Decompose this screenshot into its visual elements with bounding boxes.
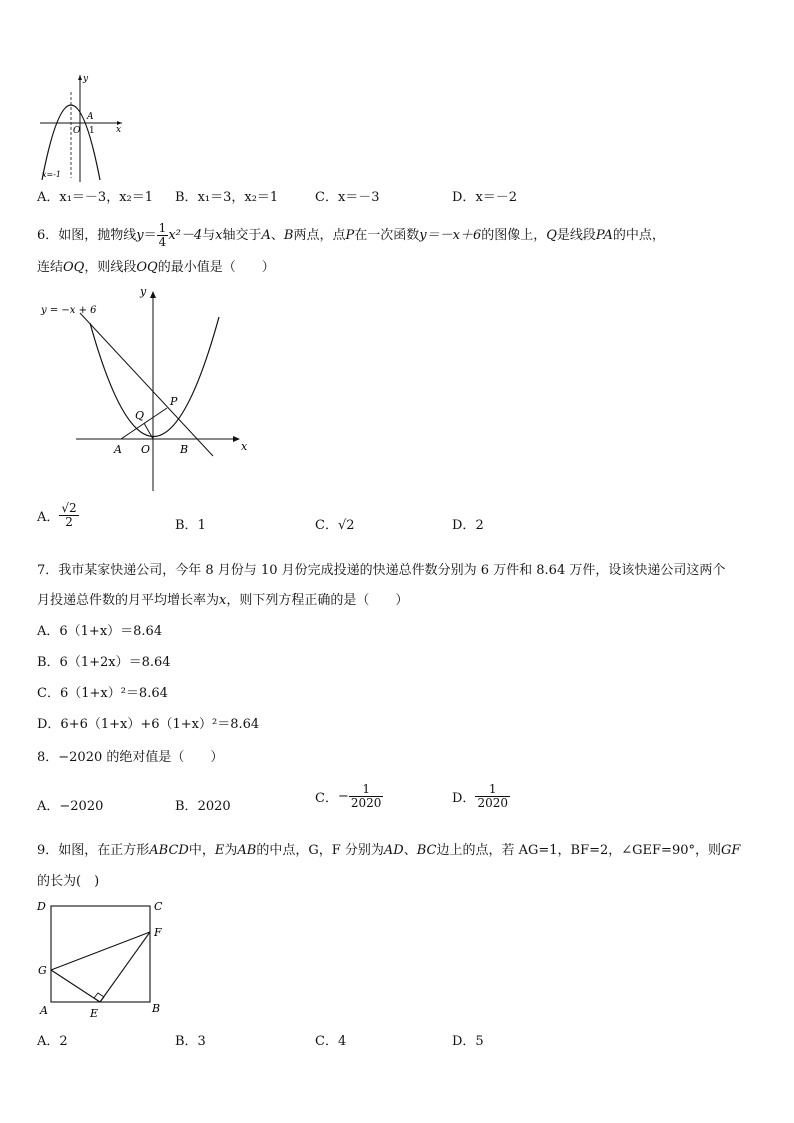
q5-option-c-letter: C． <box>315 190 338 205</box>
q9-text-c: 为 <box>224 843 238 858</box>
q6-eq-fraction <box>157 222 169 249</box>
q8-option-c-numerator: 1 <box>349 783 384 797</box>
q9-square-abcd: ABCD <box>149 843 189 858</box>
q9-text-f: 边上的点，若 AG=1，BF=2，∠GEF=90°，则 <box>436 843 721 858</box>
q6-option-a-fraction <box>59 502 78 529</box>
q8-option-a-text: −2020 <box>59 799 104 814</box>
q6-figure <box>38 283 258 493</box>
q6-fig-b-label: B <box>180 443 189 456</box>
q6-segment-pa: PA <box>595 228 613 243</box>
q6-number: 6． <box>37 228 59 243</box>
q7-option-b[interactable]: B．6（1+2x）＝8.64 <box>37 655 171 670</box>
q8-option-b-text: 2020 <box>197 799 231 814</box>
q6-option-d[interactable] <box>452 514 484 533</box>
q6-frac-denominator: 4 <box>158 235 167 249</box>
y-axis-arrow <box>78 75 82 80</box>
q5-option-c-text: x＝－3 <box>337 190 380 205</box>
q7-stem-line-1: 7．我市某家快递公司，今年 8 月份与 10 月份完成投递的快递总件数分别为 6 万件和 8.64 万件，设该快递公司这两个 <box>37 563 726 578</box>
q6-point-p: P <box>345 228 355 243</box>
q8-option-b-letter: B． <box>175 799 198 814</box>
q6-segment-oq: OQ <box>63 260 85 275</box>
q9-fig-c-label: C <box>154 900 163 913</box>
q9-point-e: E <box>214 843 225 858</box>
q9-right-angle-mark <box>94 993 104 1002</box>
fig5-symmetry-label: x=-1 <box>42 170 62 179</box>
q6-text-mid5: 的图像上， <box>481 228 547 243</box>
q6-option-a-numerator: √2 <box>61 501 77 515</box>
q8-option-a-letter: A． <box>37 799 60 814</box>
q9-option-a[interactable]: A．2 <box>37 1034 68 1049</box>
fig5-origin-label: O <box>73 126 81 136</box>
q8-stem: 8．−2020 的绝对值是（ ） <box>37 750 224 765</box>
fig5-point-a-label: A <box>87 112 94 122</box>
q6-eq-tail: x²－4 <box>168 228 203 243</box>
q9-segment-bc: BC <box>416 843 437 858</box>
q8-option-d-fraction <box>475 783 510 810</box>
q9-segment-gf: GF <box>720 843 741 858</box>
q6-fig-x-label: x <box>241 440 248 453</box>
q6-text-mid7: 的中点， <box>612 228 665 243</box>
q9-text-b: 中， <box>188 843 215 858</box>
q9-stem-line-2: 的长为( ) <box>37 874 100 889</box>
q8-option-d-denominator: 2020 <box>477 796 508 810</box>
q6-fig-a-label: A <box>114 443 122 456</box>
q7-option-c[interactable]: C．6（1+x）²＝8.64 <box>37 686 168 701</box>
q9-square-figure <box>34 896 174 1022</box>
q8-option-c-letter: C． <box>315 791 338 806</box>
q6-fig-o-label: O <box>141 443 151 456</box>
q7-line2-a: 月投递总件数的月平均增长率为 <box>37 593 220 608</box>
q5-option-b-letter: B． <box>175 190 198 205</box>
q6-eq-equals: ＝ <box>143 228 157 243</box>
q6-option-d-text: 2 <box>475 518 484 533</box>
q5-option-d[interactable] <box>452 186 517 205</box>
q6-fig-q-label: Q <box>135 409 145 422</box>
q6-line-eq: y＝－x＋6 <box>419 228 482 243</box>
q8-option-d[interactable] <box>452 783 510 810</box>
q6-segment-oq-line <box>144 423 153 439</box>
q6-fig-y-label: y <box>140 285 147 298</box>
q6-parabola <box>90 317 219 437</box>
q6-text-mid4: 在一次函数 <box>354 228 420 243</box>
q6-x-axis-arrow <box>233 436 240 442</box>
q9-square <box>51 906 150 1002</box>
q9-segment-ge <box>51 970 100 1002</box>
q9-fig-e-label: E <box>90 1007 99 1020</box>
q9-fig-b-label: B <box>152 1002 161 1015</box>
q7-option-a[interactable]: A．6（1+x）＝8.64 <box>37 624 163 639</box>
q9-fig-d-label: D <box>37 900 46 913</box>
q6-line2-b: ，则线段 <box>84 260 137 275</box>
q9-fig-g-label: G <box>38 964 47 977</box>
q9-option-c[interactable]: C．4 <box>315 1034 347 1049</box>
q6-option-b[interactable] <box>175 514 206 533</box>
q6-text-mid6: 是线段 <box>556 228 596 243</box>
q9-segment-gf-line <box>51 932 150 970</box>
q5-option-b-text: x₁＝3，x₂＝1 <box>197 190 279 205</box>
q6-frac-numerator: 1 <box>158 221 167 235</box>
q6-option-a-letter: A． <box>37 510 60 525</box>
q6-option-b-text: 1 <box>197 518 206 533</box>
q5-option-b[interactable] <box>175 186 278 205</box>
q6-point-a: A <box>261 228 271 243</box>
q6-line2-c: 的最小值是（ ） <box>157 260 275 275</box>
q6-option-c[interactable] <box>315 514 355 533</box>
q5-parabola-figure <box>30 70 130 185</box>
fig5-y-label: y <box>83 74 89 84</box>
q5-option-a[interactable] <box>37 186 153 205</box>
q8-option-a[interactable] <box>37 795 103 814</box>
q9-text-a: 9．如图，在正方形 <box>37 843 150 858</box>
q9-text-e: 、 <box>403 843 417 858</box>
q6-y-axis-arrow <box>150 291 156 298</box>
q8-option-d-numerator: 1 <box>475 783 510 797</box>
fig5-one-label: 1 <box>89 126 95 136</box>
q9-segment-ad: AD <box>383 843 404 858</box>
q9-stem-line-1 <box>37 842 740 860</box>
q6-option-d-letter: D． <box>452 518 476 533</box>
q6-var-x: x <box>215 228 223 243</box>
q5-option-d-letter: D． <box>452 190 476 205</box>
q6-line2-a: 连结 <box>37 260 64 275</box>
q8-option-c-sign: − <box>337 789 349 804</box>
q6-option-c-letter: C． <box>315 518 338 533</box>
q6-text-mid2: 轴交于 <box>222 228 262 243</box>
q7-line2-b: ，则下列方程正确的是（ ） <box>226 593 409 608</box>
q6-text-mid3: 两点，点 <box>293 228 346 243</box>
q6-text-mid1: 与 <box>202 228 216 243</box>
q6-eq-y: y <box>136 228 144 243</box>
q7-option-d[interactable]: D．6+6（1+x）+6（1+x）²＝8.64 <box>37 717 260 732</box>
q9-option-b[interactable]: B．3 <box>175 1034 206 1049</box>
q9-segment-ab: AB <box>237 843 257 858</box>
q6-option-a-denominator: 2 <box>65 515 73 529</box>
q6-stem-line-2 <box>37 259 275 277</box>
q5-option-c[interactable] <box>315 186 380 205</box>
q8-option-c-fraction <box>349 783 384 810</box>
q9-option-d[interactable]: D．5 <box>452 1034 484 1049</box>
q5-option-a-letter: A． <box>37 190 60 205</box>
q8-option-c-denominator: 2020 <box>350 796 382 810</box>
q8-option-b[interactable] <box>175 795 231 814</box>
q9-text-d: 的中点，G，F 分别为 <box>256 843 384 858</box>
q9-fig-a-label: A <box>40 1004 48 1017</box>
q6-text-pre: 如图，抛物线 <box>58 228 137 243</box>
q6-point-b: B <box>283 228 294 243</box>
q6-option-c-text: √2 <box>337 518 355 533</box>
q5-option-d-text: x＝－2 <box>475 190 518 205</box>
q6-fig-p-label: P <box>170 395 178 408</box>
q7-var-x: x <box>219 593 227 608</box>
fig5-x-label: x <box>116 125 122 135</box>
q6-fig-line-label: y = −x + 6 <box>41 305 97 316</box>
q5-option-a-text: x₁＝－3，x₂＝1 <box>59 190 154 205</box>
q6-option-a[interactable] <box>37 502 79 529</box>
q6-option-b-letter: B． <box>175 518 198 533</box>
q6-stem-line-1 <box>37 222 665 249</box>
q8-option-d-letter: D． <box>452 791 476 806</box>
q6-point-q: Q <box>546 228 557 243</box>
q6-sep: 、 <box>270 228 284 243</box>
q8-option-c[interactable] <box>315 783 383 810</box>
q6-segment-oq-2: OQ <box>136 260 158 275</box>
q9-segment-ef <box>100 932 150 1002</box>
q9-fig-f-label: F <box>154 926 162 939</box>
q7-stem-line-2 <box>37 592 408 610</box>
